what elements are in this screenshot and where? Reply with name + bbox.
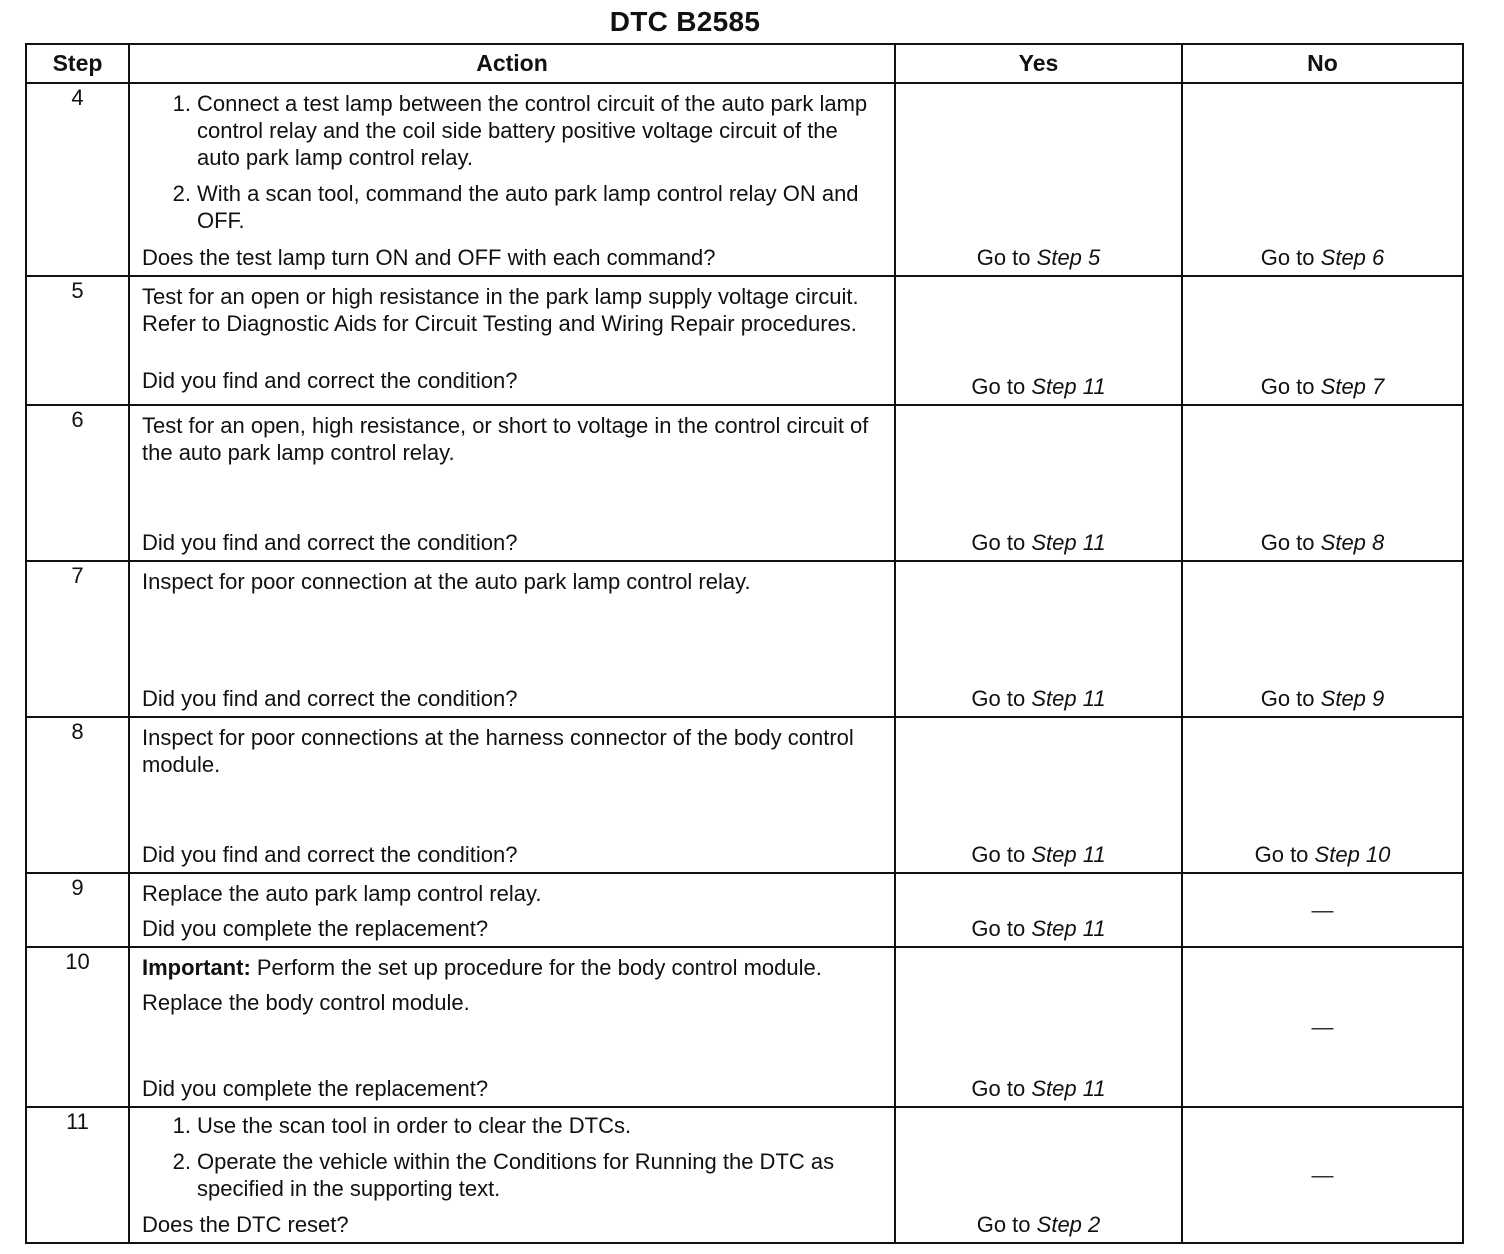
no-cell [1182,947,1463,1107]
no-cell [1182,83,1463,276]
action-text: Test for an open, high resistance, or short to voltage in the control circuit of the auto park lamp control relay. [142,413,869,465]
header-yes: Yes [895,44,1182,83]
no-cell [1182,561,1463,717]
list-text: With a scan tool, command the auto park lamp control relay ON and OFF. [197,181,859,233]
table-row [26,717,1463,873]
goto-target: Step 9 [1320,686,1385,711]
step-number: 6 [26,405,129,561]
goto-prefix: Go to [971,530,1026,555]
action-question: Did you find and correct the condition? [142,842,518,867]
no-goto [1183,841,1462,868]
goto-target: Step 5 [1036,245,1101,270]
list-text: Connect a test lamp between the control circuit of the auto park lamp control relay and the coil side battery positive voltage circuit of the auto park lamp control relay. [197,91,868,170]
yes-cell [895,1107,1182,1243]
list-item [142,90,884,171]
list-text: Operate the vehicle within the Conditions for Running the DTC as specified in the supporting text. [197,1149,835,1201]
goto-prefix: Go to [976,1212,1031,1237]
page-title: DTC B2585 [609,6,761,37]
yes-goto [896,685,1181,712]
table-row [26,947,1463,1107]
goto-target: Step 11 [1031,530,1106,555]
yes-cell [895,947,1182,1107]
important-text: Perform the set up procedure for the body control module. [250,955,822,980]
yes-cell [895,873,1182,947]
list-number: 2. [172,181,191,206]
numbered-list [142,90,884,234]
step-number: 10 [26,947,129,1107]
goto-target: Step 11 [1031,842,1106,867]
no-cell [1182,873,1463,947]
action-question: Did you find and correct the condition? [142,368,518,393]
action-question: Did you find and correct the condition? [142,686,518,711]
goto-target: Step 10 [1314,842,1391,867]
goto-target: Step 11 [1031,374,1106,399]
goto-prefix: Go to [1260,686,1315,711]
action-cell [129,561,895,717]
yes-cell [895,405,1182,561]
goto-prefix: Go to [971,1076,1026,1101]
table-row [26,873,1463,947]
list-item [142,1112,884,1139]
no-dash: — [1311,1014,1334,1040]
header-action: Action [129,44,895,83]
yes-goto [896,841,1181,868]
list-text: Use the scan tool in order to clear the DTCs. [197,1113,632,1138]
no-goto [1183,373,1462,400]
no-dash: — [1311,1162,1334,1188]
yes-goto [896,373,1181,400]
list-item [142,180,884,234]
step-number: 4 [26,83,129,276]
yes-cell [895,717,1182,873]
goto-prefix: Go to [971,374,1026,399]
no-cell [1182,1107,1463,1243]
no-cell [1182,717,1463,873]
no-cell [1182,276,1463,405]
step-number: 5 [26,276,129,405]
action-question: Did you find and correct the condition? [142,530,518,555]
no-dash: — [1311,897,1334,923]
important-note [142,954,884,981]
header-row [26,44,1463,83]
table-row [26,561,1463,717]
action-question: Did you complete the replacement? [142,1076,489,1101]
yes-goto [896,244,1181,271]
numbered-list [142,1112,884,1202]
action-cell [129,1107,895,1243]
goto-prefix: Go to [1260,245,1315,270]
diagnostic-table [25,43,1464,1244]
table-row [26,405,1463,561]
goto-prefix: Go to [971,916,1026,941]
table-row [26,83,1463,276]
list-number: 2. [172,1149,191,1174]
yes-goto [896,1211,1181,1238]
action-cell [129,873,895,947]
yes-cell [895,83,1182,276]
step-number: 11 [26,1107,129,1243]
yes-cell [895,276,1182,405]
action-question: Does the DTC reset? [142,1212,349,1237]
goto-prefix: Go to [1260,374,1315,399]
goto-prefix: Go to [971,686,1026,711]
action-text: Replace the auto park lamp control relay. [142,881,542,906]
action-cell [129,276,895,405]
goto-prefix: Go to [971,842,1026,867]
table-row [26,1107,1463,1243]
list-number: 1. [172,1113,191,1138]
no-cell [1182,405,1463,561]
important-label: Important: [142,955,251,980]
yes-goto [896,915,1181,942]
action-question: Does the test lamp turn ON and OFF with each command? [142,245,716,270]
step-number: 8 [26,717,129,873]
header-step: Step [26,44,129,83]
action-cell [129,717,895,873]
yes-cell [895,561,1182,717]
goto-target: Step 6 [1320,245,1385,270]
no-goto [1183,685,1462,712]
list-item [142,1148,884,1202]
goto-target: Step 8 [1320,530,1385,555]
action-text: Inspect for poor connection at the auto park lamp control relay. [142,569,751,594]
step-number: 7 [26,561,129,717]
goto-target: Step 7 [1320,374,1385,399]
goto-target: Step 2 [1036,1212,1101,1237]
action-text: Replace the body control module. [142,990,470,1015]
list-number: 1. [172,91,191,116]
header-no: No [1182,44,1463,83]
yes-goto [896,529,1181,556]
action-cell [129,405,895,561]
table-row [26,276,1463,405]
step-number: 9 [26,873,129,947]
action-text: Test for an open or high resistance in the park lamp supply voltage circuit. Refer to Diagnostic Aids for Circuit Testing and Wiring Repair procedures. [142,284,859,336]
goto-prefix: Go to [1260,530,1315,555]
yes-goto [896,1075,1181,1102]
action-cell [129,83,895,276]
goto-target: Step 11 [1031,1076,1106,1101]
goto-target: Step 11 [1031,686,1106,711]
action-question: Did you complete the replacement? [142,916,489,941]
goto-prefix: Go to [976,245,1031,270]
no-goto [1183,244,1462,271]
action-text: Inspect for poor connections at the harness connector of the body control module. [142,725,854,777]
goto-target: Step 11 [1031,916,1106,941]
no-goto [1183,529,1462,556]
action-cell [129,947,895,1107]
goto-prefix: Go to [1254,842,1309,867]
